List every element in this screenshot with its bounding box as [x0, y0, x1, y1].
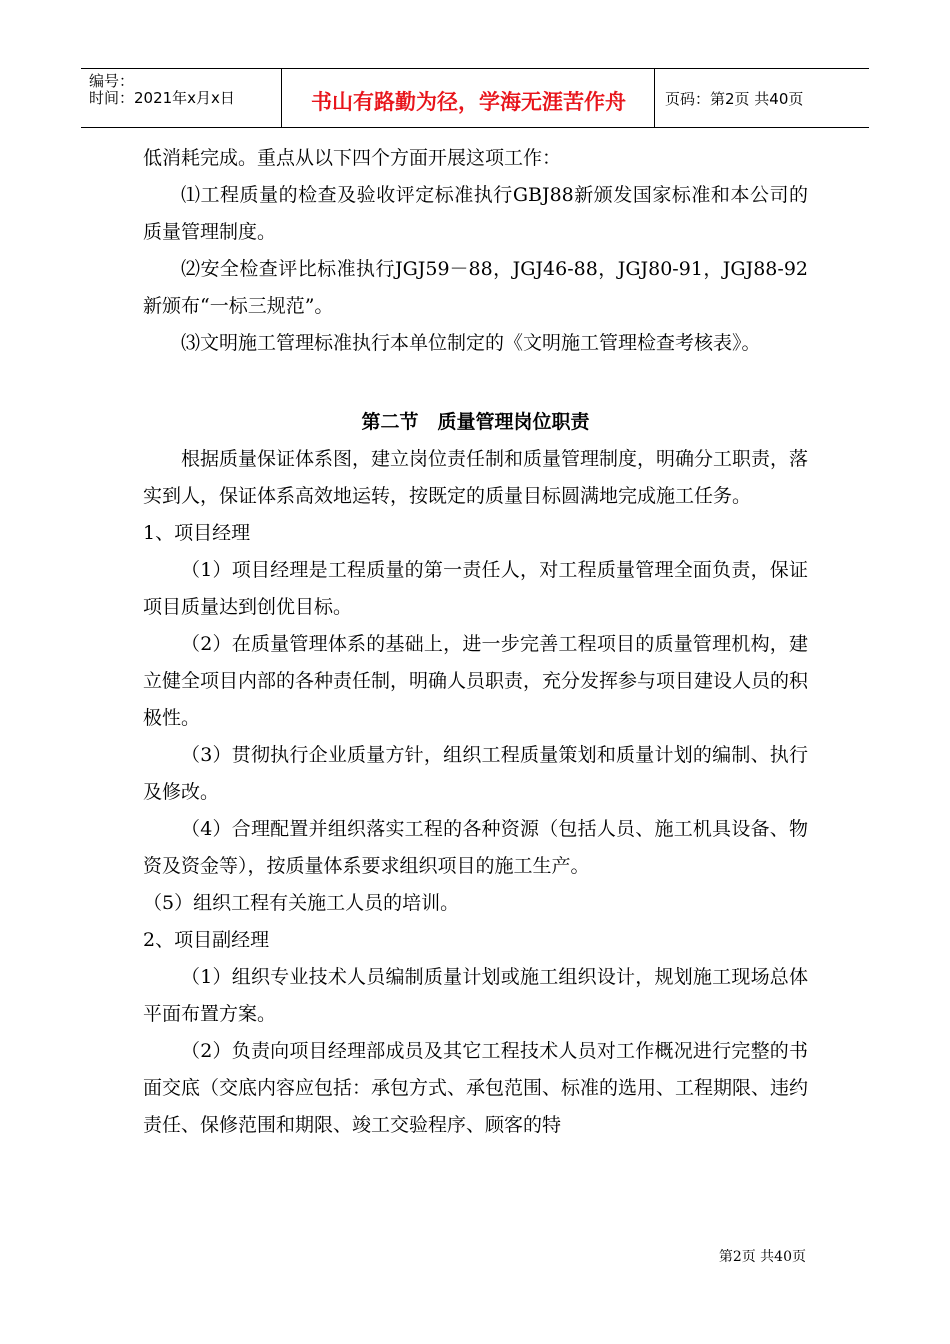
- header-page-number: 页码：第2页 共40页: [665, 90, 804, 108]
- body-paragraph: ⑵安全检查评比标准执行JGJ59－88，JGJ46-88，JGJ80-91，JGJ88-92新颁布“一标三规范”。: [143, 258, 808, 317]
- body-paragraph: （2）负责向项目经理部成员及其它工程技术人员对工作概况进行完整的书面交底（交底内容应包括：承包方式、承包范围、标准的选用、工程期限、违约责任、保修范围和期限、竣工交验程序、顾客的特: [143, 1040, 809, 1136]
- header-info-cell: [81, 69, 282, 127]
- body-paragraph: ⑶文明施工管理标准执行本单位制定的《文明施工管理检查考核表》。: [181, 332, 761, 354]
- body-paragraph: （4）合理配置并组织落实工程的各种资源（包括人员、施工机具设备、物资及资金等），按质量体系要求组织项目的施工生产。: [143, 818, 808, 877]
- subsection-title: 2、项目副经理: [143, 929, 270, 951]
- document-header: [81, 68, 869, 128]
- subsection-title: 1、项目经理: [143, 522, 251, 544]
- section-heading: 第二节 质量管理岗位职责: [361, 411, 590, 433]
- body-paragraph: （1）项目经理是工程质量的第一责任人，对工程质量管理全面负责，保证项目质量达到创优目标。: [143, 559, 808, 618]
- document-time-label: 时间：2021年x月x日: [89, 89, 235, 107]
- body-paragraph: 低消耗完成。重点从以下四个方面开展这项工作：: [143, 147, 562, 169]
- document-number-label: 编号：: [89, 72, 135, 90]
- body-paragraph: 根据质量保证体系图，建立岗位责任制和质量管理制度，明确分工职责，落实到人，保证体系高效地运转，按既定的质量目标圆满地完成施工任务。: [143, 448, 809, 507]
- body-paragraph: ⑴工程质量的检查及验收评定标准执行GBJ88新颁发国家标准和本公司的质量管理制度。: [143, 184, 808, 243]
- page-footer: 第2页 共40页: [718, 1249, 806, 1265]
- body-paragraph: （1）组织专业技术人员编制质量计划或施工组织设计，规划施工现场总体平面布置方案。: [143, 966, 808, 1025]
- header-motto-cell: [282, 69, 655, 127]
- header-page-cell: [655, 69, 869, 127]
- body-paragraph: （5）组织工程有关施工人员的培训。: [143, 892, 460, 914]
- header-motto: 书山有路勤为径，学海无涯苦作舟: [311, 90, 626, 114]
- body-paragraph: （2）在质量管理体系的基础上，进一步完善工程项目的质量管理机构，建立健全项目内部的各种责任制，明确人员职责，充分发挥参与项目建设人员的积极性。: [143, 633, 809, 729]
- document-body: [143, 140, 808, 1144]
- body-paragraph: （3）贯彻执行企业质量方针，组织工程质量策划和质量计划的编制、执行及修改。: [143, 744, 808, 803]
